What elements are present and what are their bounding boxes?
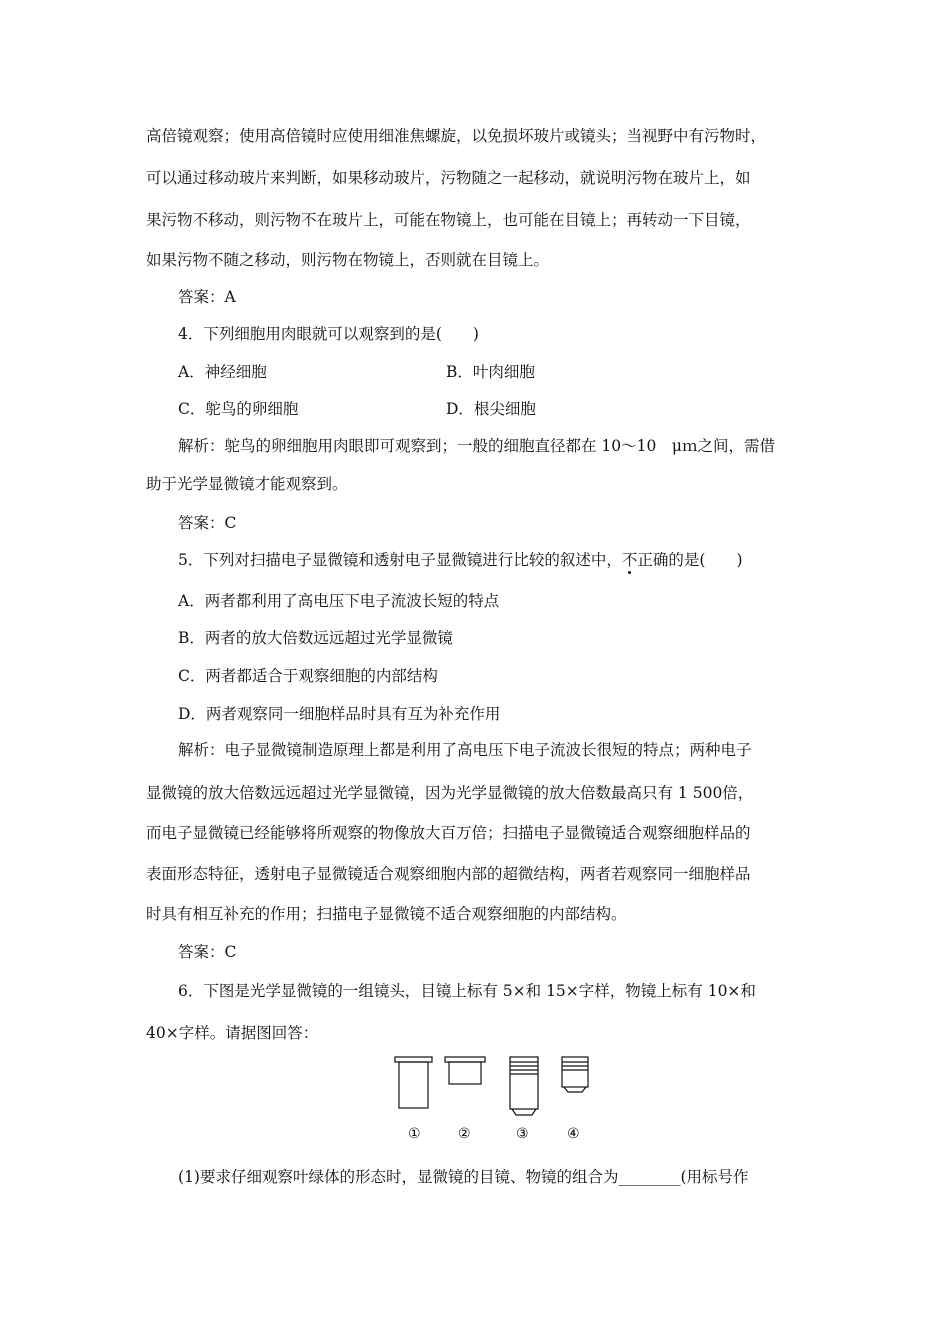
lens-label-3: ③ bbox=[516, 1126, 529, 1142]
q5-stem bbox=[178, 550, 743, 570]
q5-stem-before: 5．下列对扫描电子显微镜和透射电子显微镜进行比较的叙述中， bbox=[178, 551, 622, 569]
q6-stem: 6．下图是光学显微镜的一组镜头，目镜上标有 5×和 15×字样，物镜上标有 10×和 bbox=[178, 982, 756, 1000]
q5-answer: 答案：C bbox=[178, 943, 237, 961]
paragraph-line: 高倍镜观察；使用高倍镜时应使用细准焦螺旋，以免损坏玻片或镜头；当视野中有污物时， bbox=[146, 127, 767, 145]
q4-option-c: C．鸵鸟的卵细胞 bbox=[178, 400, 299, 418]
q5-analysis-line: 显微镜的放大倍数远远超过光学显微镜，因为光学显微镜的放大倍数最高只有 1 500倍， bbox=[146, 784, 754, 802]
q4-analysis-cont: 助于光学显微镜才能观察到。 bbox=[146, 475, 348, 493]
paragraph-line: 可以通过移动玻片来判断，如果移动玻片，污物随之一起移动，就说明污物在玻片上，如 bbox=[146, 169, 751, 187]
q6-sub1: (1)要求仔细观察叶绿体的形态时，显微镜的目镜、物镜的组合为________(用标号作 bbox=[178, 1168, 749, 1186]
q5-option-d: D．两者观察同一细胞样品时具有互为补充作用 bbox=[178, 705, 501, 723]
q5-analysis-line: 而电子显微镜已经能够将所观察的物像放大百万倍；扫描电子显微镜适合观察细胞样品的 bbox=[146, 824, 751, 842]
eyepiece-short-icon bbox=[445, 1057, 485, 1084]
q5-stem-after: 正确的是( ) bbox=[637, 551, 743, 569]
objective-short-icon bbox=[562, 1057, 588, 1092]
q5-analysis-line: 时具有相互补充的作用；扫描电子显微镜不适合观察细胞的内部结构。 bbox=[146, 905, 627, 923]
q5-option-a: A．两者都利用了高电压下电子流波长短的特点 bbox=[178, 592, 500, 610]
q4-option-a: A．神经细胞 bbox=[178, 363, 267, 381]
lens-figure bbox=[390, 1052, 590, 1144]
q4-stem: 4．下列细胞用肉眼就可以观察到的是( ) bbox=[178, 325, 479, 343]
lens-label-1: ① bbox=[408, 1126, 421, 1142]
q4-analysis: 解析：鸵鸟的卵细胞用肉眼即可观察到；一般的细胞直径都在 10～10 μｍ之间，需借 bbox=[178, 437, 775, 455]
eyepiece-long-icon bbox=[395, 1057, 432, 1108]
lens-label-2: ② bbox=[458, 1126, 471, 1142]
q5-analysis-line: 解析：电子显微镜制造原理上都是利用了高电压下电子流波长很短的特点；两种电子 bbox=[178, 741, 752, 759]
lens-label-4: ④ bbox=[567, 1126, 580, 1142]
answer-3: 答案：A bbox=[178, 288, 236, 306]
paragraph-line: 果污物不移动，则污物不在玻片上，可能在物镜上，也可能在目镜上；再转动一下目镜， bbox=[146, 211, 751, 229]
q4-option-b: B．叶肉细胞 bbox=[446, 363, 535, 381]
q4-answer: 答案：C bbox=[178, 514, 237, 532]
q6-stem-cont: 40×字样。请据图回答： bbox=[146, 1024, 319, 1042]
paragraph-line: 如果污物不随之移动，则污物在物镜上，否则就在目镜上。 bbox=[146, 251, 550, 269]
q5-option-b: B．两者的放大倍数远远超过光学显微镜 bbox=[178, 629, 453, 647]
q5-analysis-line: 表面形态特征，透射电子显微镜适合观察细胞内部的超微结构，两者若观察同一细胞样品 bbox=[146, 865, 751, 883]
q5-option-c: C．两者都适合于观察细胞的内部结构 bbox=[178, 667, 438, 685]
objective-long-icon bbox=[510, 1057, 538, 1115]
q4-option-d: D．根尖细胞 bbox=[446, 400, 536, 418]
q5-stem-emphasis: 不 bbox=[621, 551, 638, 569]
